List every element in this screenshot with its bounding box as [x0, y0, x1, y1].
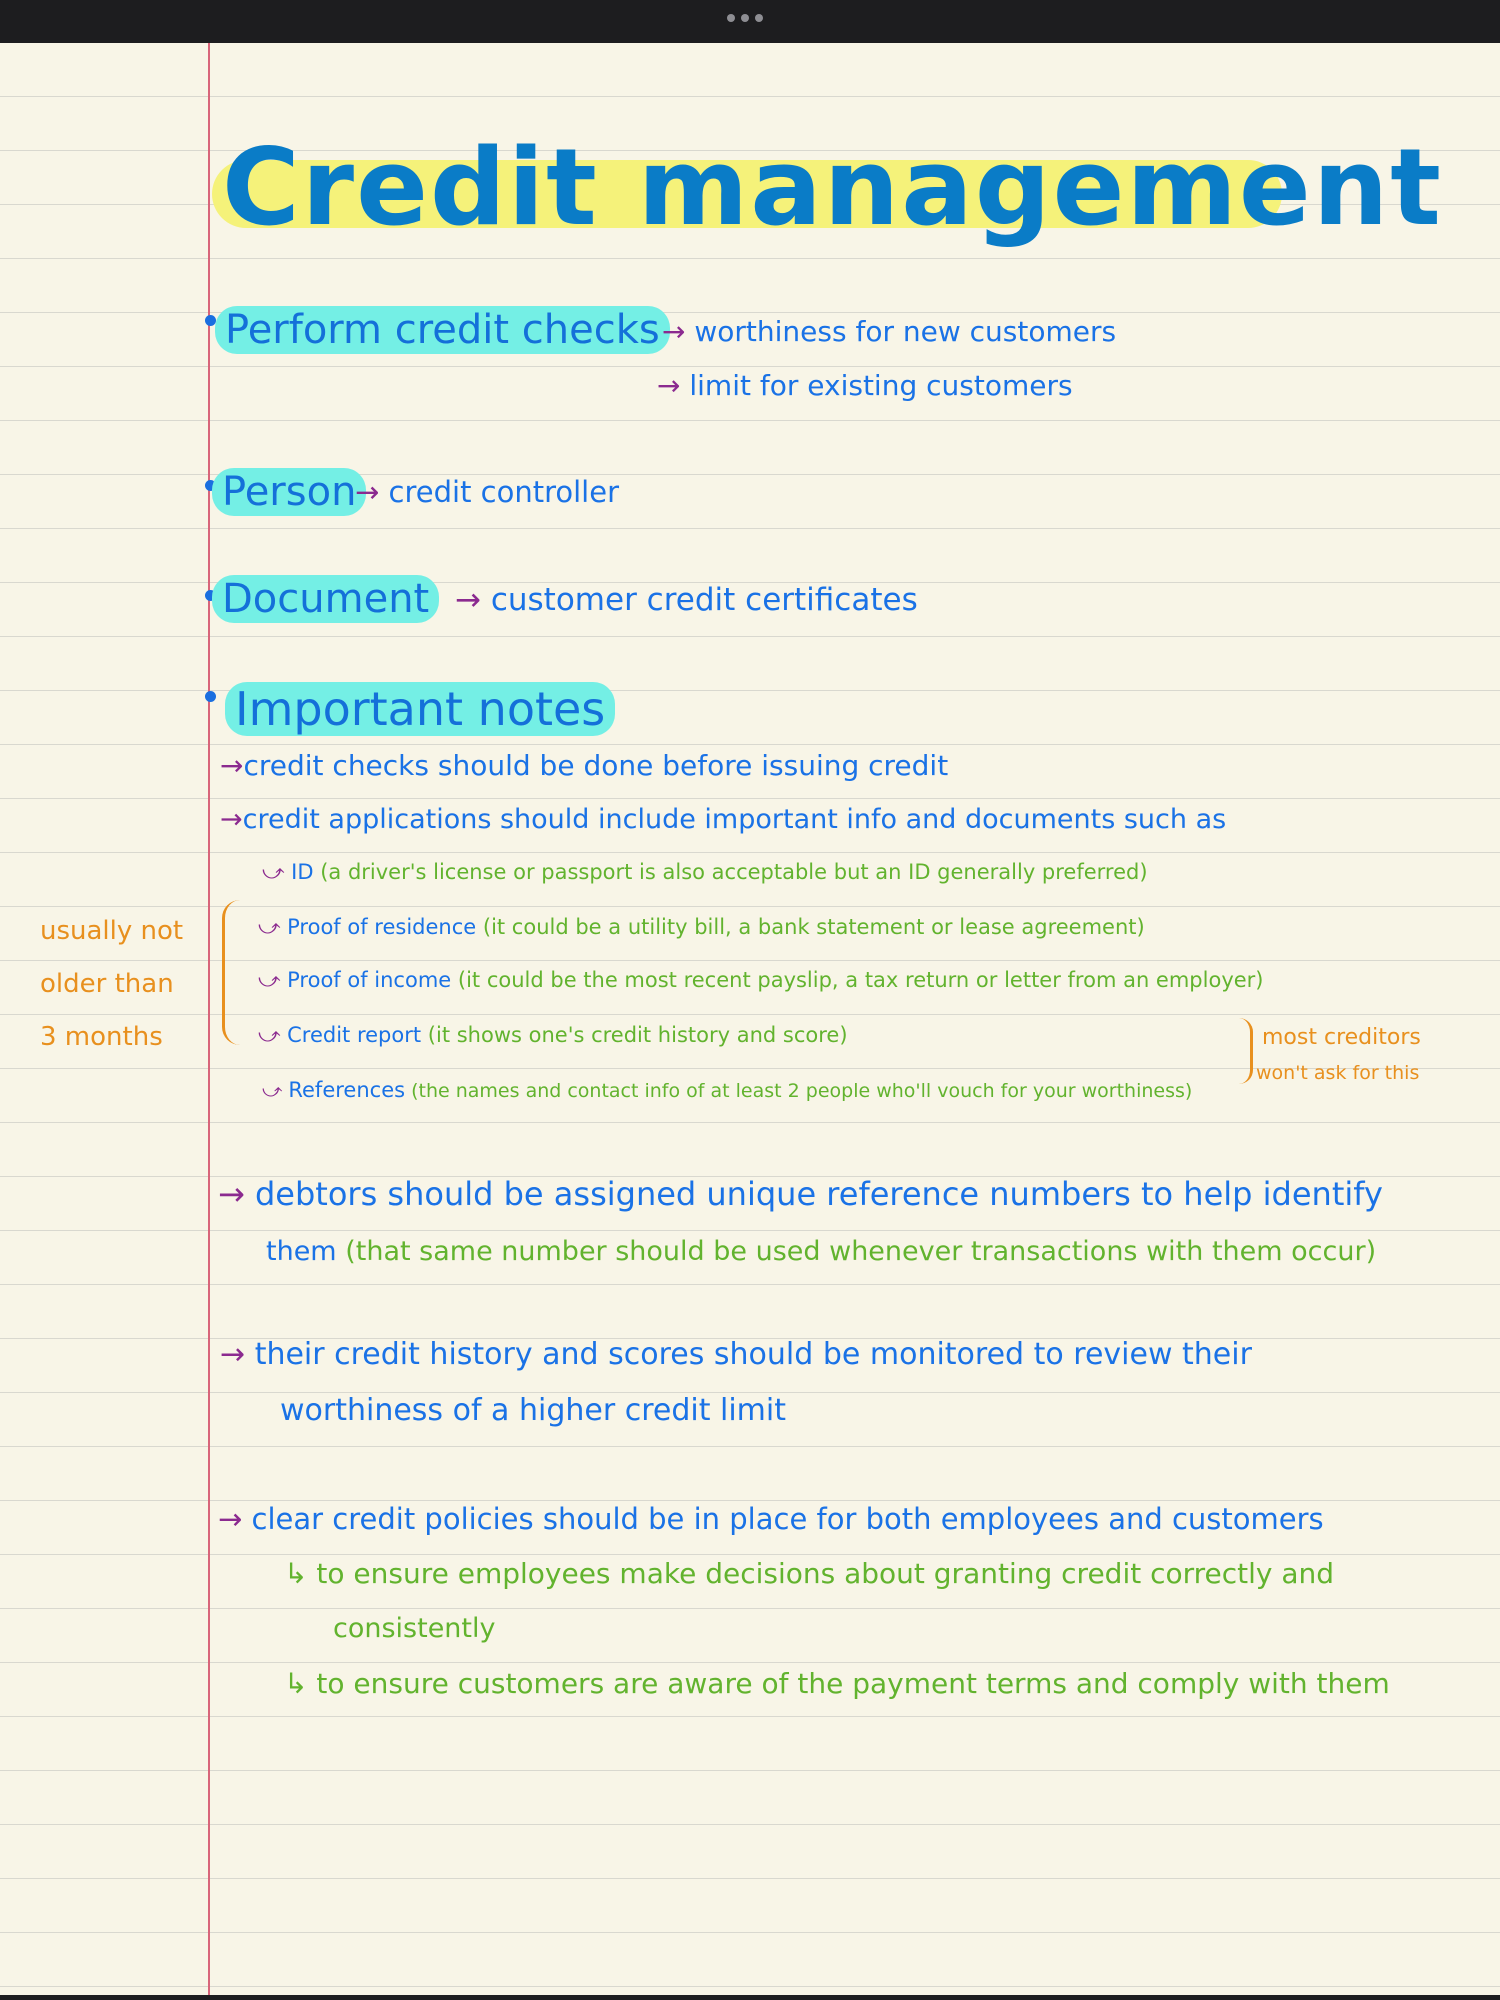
return-arrow-icon: ↳: [284, 1667, 308, 1700]
heading-credit-checks: Perform credit checks: [215, 306, 670, 354]
note-1: →credit checks should be done before issuing credit: [220, 749, 949, 782]
side-note-left: usually not: [40, 916, 184, 946]
doc-residence: ⤻ Proof of residence (it could be a utility bill, a bank statement or lease agreement): [258, 915, 1145, 939]
arrow-icon: →: [218, 1502, 243, 1536]
side-note-right: most creditors: [1262, 1025, 1421, 1050]
arrow-icon: ⤻: [258, 968, 281, 992]
check-item: → worthiness for new customers: [662, 315, 1117, 348]
note-5-sub-2: ↳ to ensure customers are aware of the payment terms and comply with them: [284, 1667, 1390, 1700]
doc-income: ⤻ Proof of income (it could be the most recent payslip, a tax return or letter from an employer): [258, 968, 1264, 992]
arrow-icon: →: [220, 1337, 246, 1372]
heading-important-notes: Important notes: [225, 682, 615, 736]
document-value: → customer credit certificates: [455, 582, 918, 618]
heading-person: Person: [212, 468, 366, 516]
brace: [1238, 1018, 1253, 1084]
arrow-icon: →: [218, 1175, 245, 1213]
page-title: Credit management: [222, 126, 1443, 249]
return-arrow-icon: ↳: [284, 1557, 308, 1590]
side-note-left: older than: [40, 969, 174, 999]
arrow-icon: ⤻: [262, 1080, 283, 1102]
arrow-icon: ⤻: [262, 860, 285, 884]
note-5: → clear credit policies should be in place for both employees and customers: [218, 1502, 1324, 1536]
arrow-icon: →: [220, 749, 244, 782]
note-5-sub-1-continued: consistently: [333, 1613, 496, 1644]
arrow-icon: →: [662, 315, 686, 348]
doc-credit-report: ⤻ Credit report (it shows one's credit history and score): [258, 1023, 848, 1047]
brace: [222, 900, 245, 1045]
check-item: → limit for existing customers: [657, 369, 1073, 402]
note-3: → debtors should be assigned unique reference numbers to help identify: [218, 1175, 1383, 1213]
note-3-continued: them (that same number should be used whenever transactions with them occur): [266, 1236, 1377, 1267]
more-options-icon[interactable]: [727, 14, 763, 22]
note-4: → their credit history and scores should be monitored to review their: [220, 1337, 1252, 1372]
arrow-icon: →: [355, 475, 380, 509]
note-2: →credit applications should include important info and documents such as: [220, 804, 1227, 835]
heading-document: Document: [212, 575, 439, 623]
side-note-right: won't ask for this: [1256, 1062, 1420, 1084]
arrow-icon: ⤻: [258, 915, 281, 939]
bottom-edge: [0, 1995, 1500, 2000]
note-5-sub-1: ↳ to ensure employees make decisions about granting credit correctly and: [284, 1557, 1335, 1590]
note-4-continued: worthiness of a higher credit limit: [280, 1393, 787, 1428]
arrow-icon: ⤻: [258, 1023, 281, 1047]
doc-id: ⤻ ID (a driver's license or passport is also acceptable but an ID generally preferred): [262, 860, 1148, 884]
bullet-icon: [205, 691, 216, 702]
arrow-icon: →: [455, 582, 481, 618]
arrow-icon: →: [220, 804, 243, 835]
arrow-icon: →: [657, 369, 681, 402]
person-value: → credit controller: [355, 475, 620, 509]
side-note-left: 3 months: [40, 1022, 163, 1052]
top-bar: [0, 0, 1500, 43]
doc-references: ⤻ References (the names and contact info of at least 2 people who'll vouch for your worthiness): [262, 1078, 1193, 1102]
margin-line: [208, 43, 210, 2000]
